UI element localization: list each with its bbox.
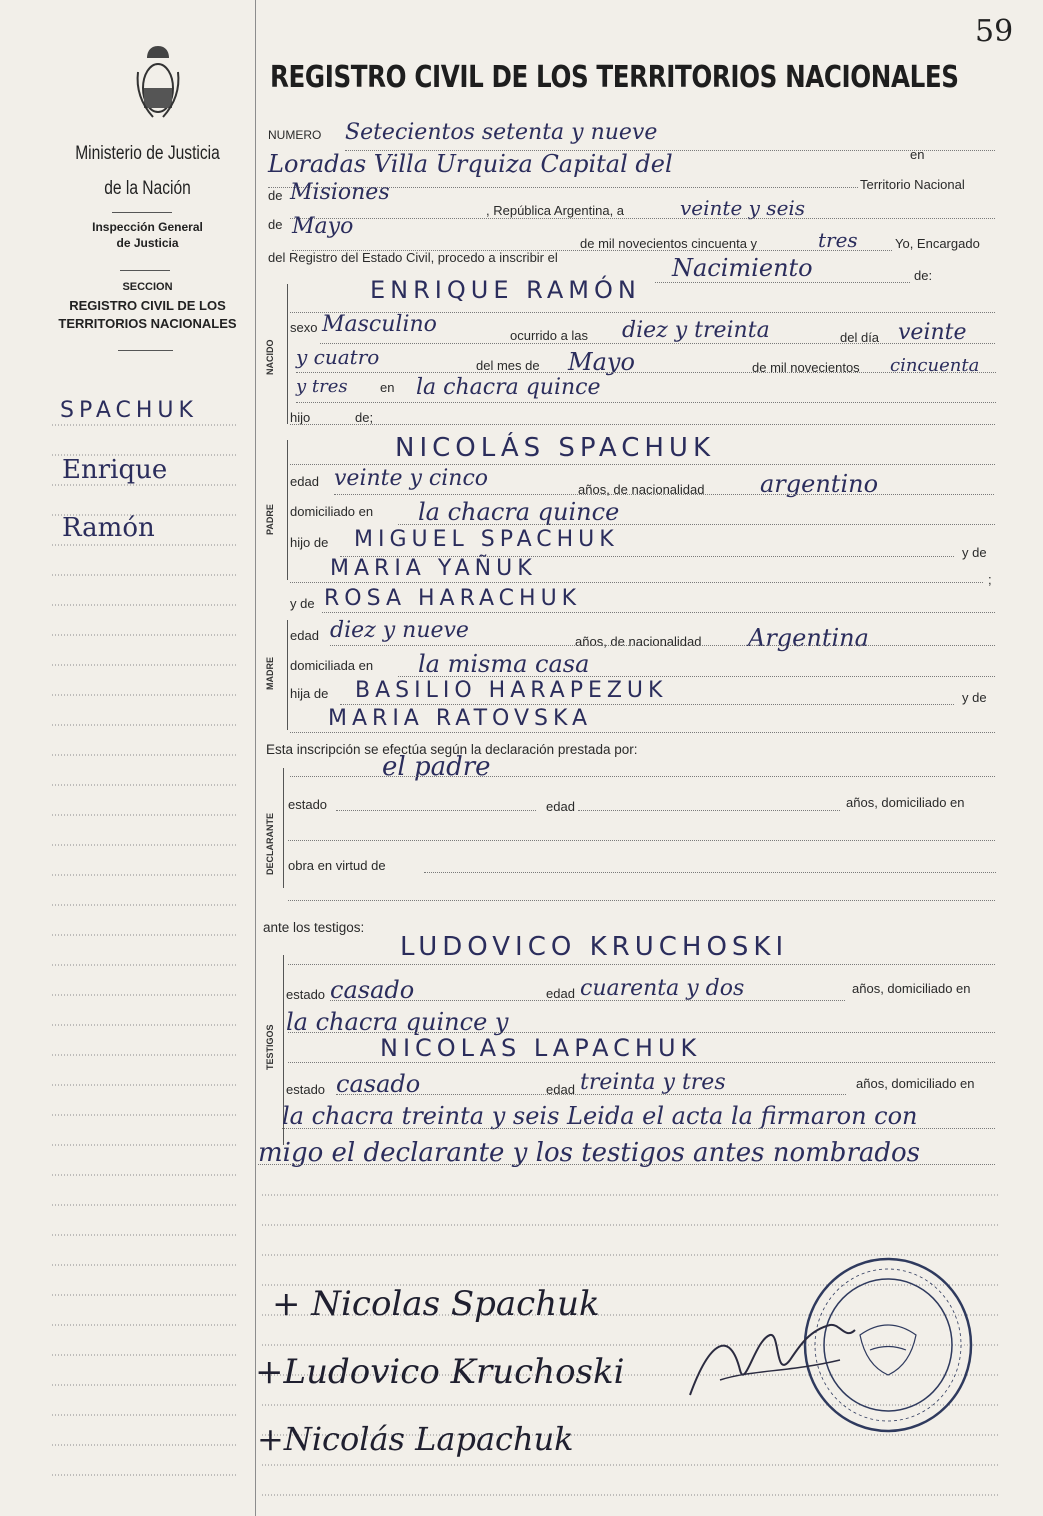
label-anos-dom-testigo2: años, domiciliado en <box>856 1076 975 1091</box>
section-label: SECCION <box>122 281 173 293</box>
label-numero: NUMERO <box>268 128 322 142</box>
label-semicolon: ; <box>988 572 992 587</box>
value-provincia: Misiones <box>290 180 390 205</box>
label-sexo: sexo <box>290 320 318 335</box>
label-edad-declarante: edad <box>546 799 575 814</box>
label-de-mes: de <box>268 217 283 232</box>
value-testigo1-edad: cuarenta y dos <box>580 976 745 1001</box>
value-anio-nac-2: y tres <box>296 376 348 397</box>
value-dia: veinte y seis <box>680 196 806 220</box>
label-estado-testigo2: estado <box>286 1082 326 1097</box>
label-republica: , República Argentina, a <box>486 203 625 218</box>
value-padre-edad: veinte y cinco <box>334 466 489 491</box>
section-name-line2: TERRITORIOS NACIONALES <box>58 316 237 331</box>
officer-signature-icon <box>680 1300 880 1410</box>
value-testigo1-estado: casado <box>330 976 415 1004</box>
margin-first-name: Enrique <box>62 455 168 485</box>
label-yo-encargado: Yo, Encargado <box>895 236 980 251</box>
label-en-lugar: en <box>380 380 395 395</box>
signature-declarante: + Nicolas Spachuk <box>272 1284 600 1324</box>
label-hija-de: hija de <box>290 686 329 701</box>
value-abuelo-p: MIGUEL SPACHUK <box>354 527 619 552</box>
label-y-de-padre: y de <box>962 545 987 560</box>
value-abuelo-m: BASILIO HARAPEZUK <box>355 678 668 703</box>
value-abuela-m: MARIA RATOVSKA <box>328 706 593 731</box>
label-hijo-de: hijo de <box>290 535 329 550</box>
signature-testigo2: +Nicolás Lapachuk <box>257 1420 574 1458</box>
side-label-padre: PADRE <box>265 504 275 535</box>
label-del-registro: del Registro del Estado Civil, procedo a inscribir el <box>268 250 558 265</box>
value-testigo1: LUDOVICO KRUCHOSKI <box>400 932 789 962</box>
page-number: 59 <box>975 14 1014 49</box>
value-mes-nac: Mayo <box>568 348 635 376</box>
margin-surname: SPACHUK <box>60 398 198 423</box>
value-abuela-p: MARIA YAÑUK <box>330 556 537 581</box>
section-name: REGISTRO CIVIL DE LOS <box>69 298 226 313</box>
label-del-mes: del mes de <box>476 358 540 373</box>
margin-middle-name: Ramón <box>62 513 155 543</box>
side-label-declarante: DECLARANTE <box>265 813 275 875</box>
label-y-de-madre: y de <box>290 596 315 611</box>
value-testigo2-estado: casado <box>336 1070 421 1098</box>
label-estado-declarante: estado <box>288 797 328 812</box>
ministry-name-line2: de la Nación <box>104 178 191 199</box>
value-madre-dom: la misma casa <box>418 650 590 678</box>
label-edad-padre: edad <box>290 474 319 489</box>
value-madre-nac: Argentina <box>748 624 869 652</box>
value-testigo1-dom: la chacra quince y <box>286 1008 509 1036</box>
document-title: REGISTRO CIVIL DE LOS TERRITORIOS NACIONALES <box>270 60 959 95</box>
value-dia-nac: veinte <box>898 320 967 345</box>
label-anos-dom-declarante: años, domiciliado en <box>846 795 965 810</box>
label-de-mil: de mil novecientos cincuenta y <box>580 236 758 251</box>
label-anos-nac-madre: años, de nacionalidad <box>575 634 702 649</box>
label-y-de-madre-2: y de <box>962 690 987 705</box>
value-padre-nac: argentino <box>760 470 879 498</box>
value-anio-nac: cincuenta <box>890 355 980 376</box>
label-domiciliada: domiciliada en <box>290 658 374 673</box>
signature-testigo1: +Ludovico Kruchoski <box>255 1352 625 1392</box>
value-madre-edad: diez y nueve <box>330 618 469 643</box>
value-padre: NICOLÁS SPACHUK <box>395 433 716 463</box>
label-en: en <box>910 147 925 162</box>
label-edad-madre: edad <box>290 628 319 643</box>
value-lugar: Loradas Villa Urquiza Capital del <box>268 150 673 178</box>
value-declarante: el padre <box>382 752 491 782</box>
value-padre-dom: la chacra quince <box>418 498 620 526</box>
inspection-label: Inspección General <box>92 220 203 234</box>
label-obra: obra en virtud de <box>288 858 386 873</box>
value-cierre: migo el declarante y los testigos antes nombrados <box>258 1138 921 1168</box>
label-ante-testigos: ante los testigos: <box>263 920 365 935</box>
side-label-nacido: NACIDO <box>265 339 275 375</box>
label-de-colon: de: <box>914 268 933 283</box>
label-anos-dom-testigo1: años, domiciliado en <box>852 981 971 996</box>
label-anos-nac-padre: años, de nacionalidad <box>578 482 705 497</box>
label-de-mil-2: de mil novecientos <box>752 360 860 375</box>
value-sexo: Masculino <box>322 312 437 337</box>
label-del-dia: del día <box>840 330 880 345</box>
value-numero: Setecientos setenta y nueve <box>345 120 658 145</box>
value-hora: diez y treinta <box>622 318 770 343</box>
value-lugar-nac: la chacra quince <box>416 375 601 400</box>
label-territorio: Territorio Nacional <box>860 177 965 192</box>
value-anio: tres <box>818 228 858 252</box>
value-madre: ROSA HARACHUK <box>324 586 582 611</box>
inspection-label-line2: de Justicia <box>116 236 179 250</box>
value-mes: Mayo <box>292 214 354 239</box>
ministry-name: Ministerio de Justicia <box>75 143 220 164</box>
value-testigo2-dom: la chacra treinta y seis Leida el acta la firmaron con <box>282 1102 918 1130</box>
label-edad-testigo2: edad <box>546 1082 575 1097</box>
label-ocurrido: ocurrido a las <box>510 328 589 343</box>
value-acto: Nacimiento <box>672 254 813 282</box>
value-nombre: ENRIQUE RAMÓN <box>370 276 641 304</box>
label-de: de <box>268 188 283 203</box>
value-dia-nac-2: y cuatro <box>296 345 380 369</box>
label-estado-testigo1: estado <box>286 987 326 1002</box>
side-label-madre: MADRE <box>265 657 275 690</box>
label-de-semicolon: de; <box>355 410 374 425</box>
label-hijo: hijo <box>290 410 311 425</box>
side-label-testigos: TESTIGOS <box>265 1024 275 1070</box>
label-edad-testigo1: edad <box>546 986 575 1001</box>
label-inscripcion: Esta inscripción se efectúa según la declaración prestada por: <box>266 742 638 757</box>
label-domiciliado-padre: domiciliado en <box>290 504 374 519</box>
value-testigo2-edad: treinta y tres <box>580 1070 726 1095</box>
value-testigo2: NICOLAS LAPACHUK <box>380 1034 702 1062</box>
